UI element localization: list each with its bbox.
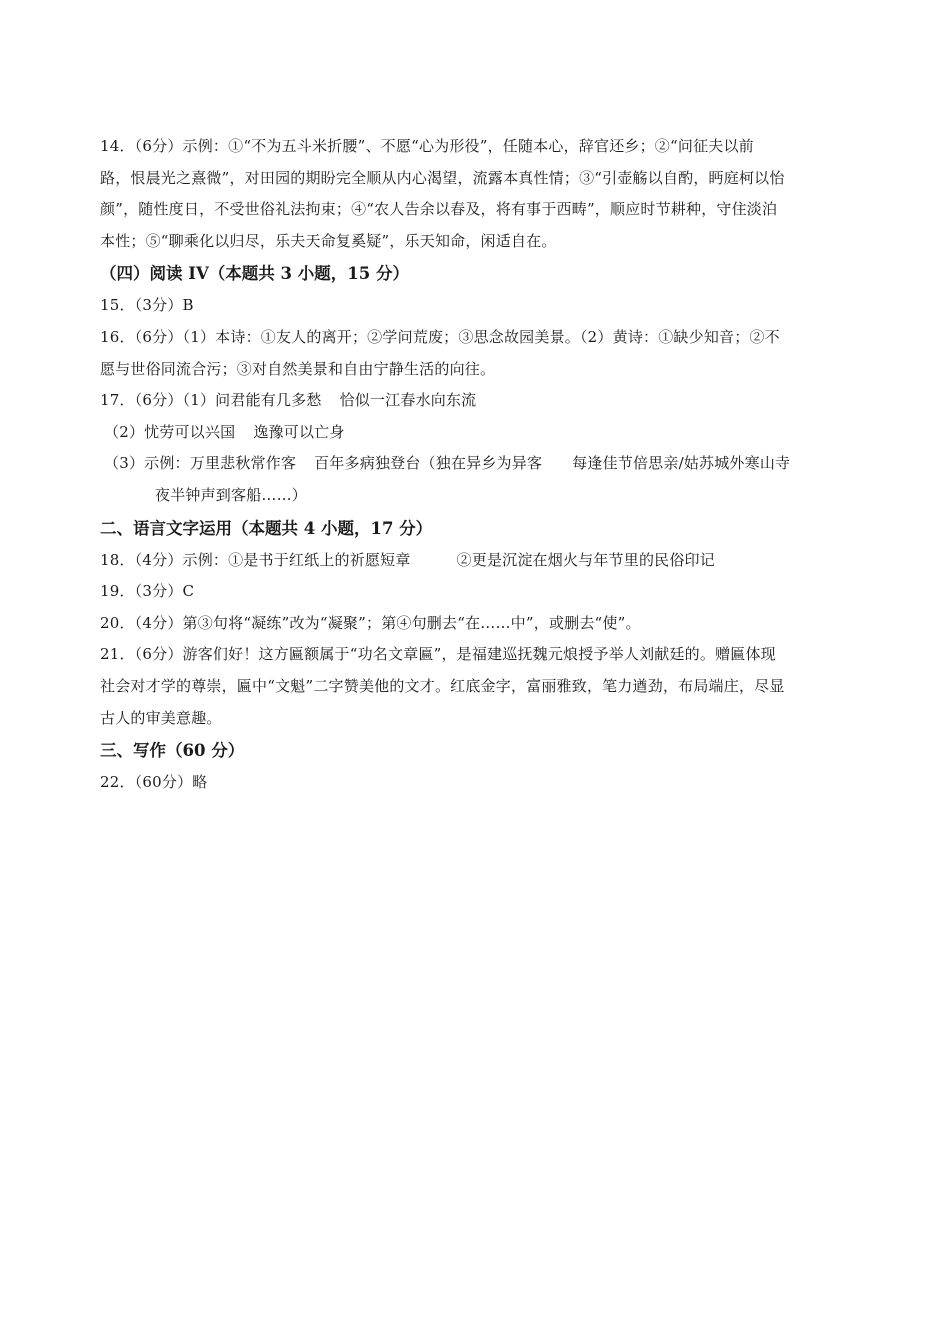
answer-17: [100, 385, 852, 511]
answer-14-line-4: 本性；⑤“聊乘化以归尽，乐夫天命复奚疑”，乐天知命，闲适自在。: [100, 231, 557, 250]
answer-16-line-2: 愿与世俗同流合污；③对自然美景和自由宁静生活的向往。: [100, 359, 496, 378]
answer-16: [100, 322, 852, 385]
answer-21-line-2: 社会对才学的尊崇，匾中“文魁”二字赞美他的文才。红底金字，富丽雅致，笔力遒劲，布局端庄，尽显: [100, 676, 785, 695]
answer-16-line-1: 16．（6分）（1）本诗：①友人的离开；②学问荒废；③思念故园美景。（2）黄诗：①缺少知音；②不: [100, 327, 780, 346]
answer-17-line-3: [100, 448, 852, 480]
answer-14-line-2: 路，恨晨光之熹微”，对田园的期盼完全顺从内心渴望，流露本真性情；③“引壶觞以自酌，眄庭柯以怡: [100, 168, 785, 187]
answer-17-part-3b: 百年多病独登台（独在异乡为异客: [314, 454, 543, 473]
answer-17-part-1b: 恰似一江春水向东流: [339, 391, 477, 410]
answer-18-part-a: 18．（4分）示例：①是书于红纸上的祈愿短章: [100, 550, 411, 569]
answer-14-line-1: 14．（6分）示例：①“不为五斗米折腰”、不愿“心为形役”，任随本心，辞官还乡；②“问征夫以前: [100, 137, 754, 155]
answer-17-part-3c: 每逢佳节倍思亲/姑苏城外寒山寺: [572, 454, 791, 473]
answer-19: 19．（3分）C: [100, 582, 195, 601]
answer-14-line-3: 颜”，随性度日，不受世俗礼法拘束；④“农人告余以春及，将有事于西畴”，顺应时节耕种，守住淡泊: [100, 200, 778, 219]
answer-21: [100, 639, 852, 734]
answer-17-part-1a: 17．（6分）（1）问君能有几多愁: [100, 391, 322, 410]
answer-17-line-2: [100, 417, 852, 449]
answer-17-part-2b: 逸豫可以亡身: [253, 422, 345, 441]
section-heading-reading-4: （四）阅读 IV（本题共 3 小题，15 分）: [100, 264, 409, 284]
answer-22: 22．（60分）略: [100, 773, 208, 792]
section-heading-writing: 三、写作（60 分）: [100, 741, 245, 761]
answer-17-line-1: [100, 385, 852, 417]
answer-18: [100, 545, 852, 577]
answer-18-part-b: ②更是沉淀在烟火与年节里的民俗印记: [456, 550, 715, 569]
answer-20: 20．（4分）第③句将“凝练”改为“凝聚”；第④句删去“在……中”，或删去“使”。: [100, 613, 641, 632]
answer-15: 15．（3分）B: [100, 296, 194, 315]
answer-content: [100, 131, 852, 799]
answer-21-line-1: 21．（6分）游客们好！这方匾额属于“功名文章匾”，是福建巡抚魏元烺授予举人刘献廷的。赠匾体现: [100, 645, 776, 664]
answer-17-line-4: 夜半钟声到客船……）: [155, 485, 308, 504]
section-heading-language-use: 二、语言文字运用（本题共 4 小题，17 分）: [100, 518, 433, 538]
answer-17-part-3a: （3）示例：万里悲秋常作客: [104, 454, 297, 473]
answer-17-part-2a: （2）忧劳可以兴国: [104, 422, 236, 441]
answer-21-line-3: 古人的审美意趣。: [100, 708, 222, 727]
answer-14: [100, 131, 852, 257]
